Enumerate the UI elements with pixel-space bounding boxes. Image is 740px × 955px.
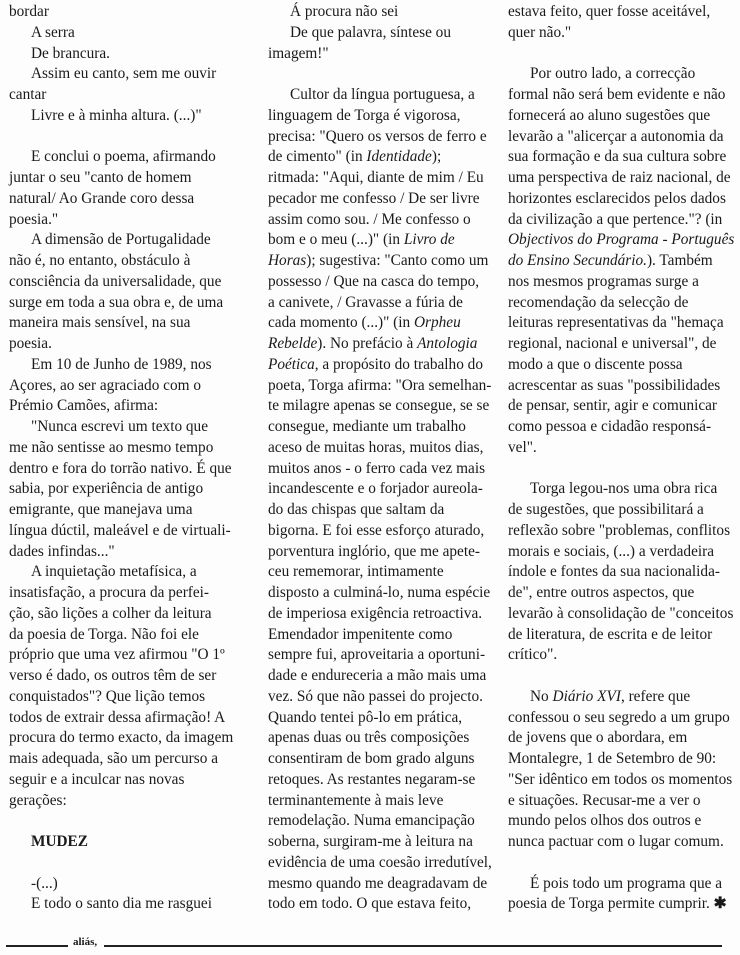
text-line: Montalegre, 1 de Setembro de 90:	[508, 750, 717, 767]
text-line: acrescentar as suas "possibilidades	[508, 376, 721, 394]
blank-line	[9, 127, 244, 148]
text-segment: bom e o meu (...)" (in	[268, 231, 404, 249]
text-line: estava feito, quer fosse aceitável,	[508, 3, 711, 20]
text-line: da poesia de Torga. Não foi ele	[9, 625, 199, 643]
text-line: todo em todo. O que estava feito,	[268, 895, 472, 913]
text-line: levarão a "alicerçar a autonomia da	[508, 127, 724, 145]
text-line: terminantemente à mais leve	[268, 791, 444, 809]
text-line: natural/ Ao Grande coro dessa	[9, 189, 195, 207]
text-line: retoques. As restantes negaram-se	[268, 770, 476, 788]
text-line: juntar o seu "canto de homem	[9, 169, 192, 186]
text-line: imagem!"	[268, 44, 329, 62]
text-line	[508, 230, 738, 251]
text-line: de sugestões, que possibilitará a	[508, 501, 704, 518]
text-line: de", entre outros aspectos, que	[508, 584, 695, 601]
text-segment: ). Também	[646, 252, 713, 269]
italic-title: do Ensino Secundário.	[508, 252, 647, 269]
text-line: -(...)	[31, 874, 58, 892]
text-line: quer não."	[508, 23, 572, 41]
text-line: de jovens que o abordara, em	[508, 729, 688, 747]
text-line: pecador me confesso / De ser livre	[268, 189, 480, 207]
text-line: consegue, mediante um trabalho	[268, 418, 466, 435]
text-line: evidência de uma coesão irredutível,	[268, 853, 492, 871]
text-line: vel".	[508, 438, 537, 456]
text-line	[268, 230, 500, 251]
text-line	[508, 251, 738, 272]
text-column-1	[9, 2, 244, 915]
text-segment: No	[530, 687, 553, 705]
text-line: modo a que o discente possa	[508, 355, 683, 373]
text-line: procura do termo exacto, da imagem	[9, 729, 234, 747]
text-line: de literatura, de escrita e de leitor	[508, 625, 713, 643]
text-line: regional, nacional e universal", de	[508, 335, 717, 352]
text-line: Livre e à minha altura. (...)"	[31, 106, 202, 124]
blank-line	[508, 44, 738, 65]
text-line: disposto a culminá-lo, numa espécie	[268, 584, 491, 601]
text-line: mundo pelos olhos dos outros e	[508, 812, 702, 830]
text-line: ceu rememorar, intimamente	[268, 563, 444, 581]
text-line: seguir e a inculcar nas novas	[9, 770, 185, 788]
text-line: poesia."	[9, 210, 59, 228]
blank-line	[9, 811, 244, 832]
text-line: como pessoa e cidadão responsá-	[508, 418, 712, 435]
text-line: próprio que uma vez afirmou "O 1º	[9, 646, 225, 664]
text-line: De que palavra, síntese ou	[290, 23, 451, 41]
text-line: "Nunca escrevi um texto que	[31, 418, 208, 435]
text-line: assim como sou. / Me confesso o	[268, 210, 471, 228]
text-segment: poesia de Torga permite cumprir.	[508, 895, 714, 913]
text-line	[268, 355, 500, 376]
text-column-2	[268, 2, 500, 915]
text-line: "Ser idêntico em todos os momentos	[508, 770, 733, 788]
text-line: sua formação e da sua cultura sobre	[508, 148, 727, 166]
text-line: crítico".	[508, 646, 558, 664]
text-line: Á procura não sei	[290, 3, 399, 20]
text-line: porventura inglório, que me apete-	[268, 542, 480, 560]
text-column-3	[508, 2, 738, 915]
footer-rule-right	[104, 945, 722, 947]
text-line: A dimensão de Portugalidade	[31, 231, 211, 249]
italic-title: Horas	[268, 252, 307, 269]
text-line: Em 10 de Junho de 1989, nos	[31, 355, 212, 373]
text-line: remodelação. Numa emancipação	[268, 812, 475, 830]
text-line: horizontes esclarecidos pelos dados	[508, 189, 726, 207]
text-line: sabia, por experiência de antigo	[9, 480, 204, 498]
text-line: É pois todo um programa que a	[530, 874, 723, 892]
text-line: precisa: "Quero os versos de ferro e	[268, 127, 487, 145]
text-line: gerações:	[9, 791, 67, 809]
text-line: apenas duas ou três composições	[268, 729, 470, 747]
text-line: nos mesmos programas surge a	[508, 272, 699, 290]
text-line: Cultor da língua portuguesa, a	[290, 86, 475, 103]
text-line: cantar	[9, 86, 47, 103]
text-line: emigrante, que manejava uma	[9, 501, 193, 518]
text-line: consciência da universalidade, que	[9, 272, 222, 290]
text-line	[268, 313, 500, 334]
text-segment: ); sugestiva: "Canto como um	[306, 252, 489, 269]
text-line: Prémio Camões, afirma:	[9, 397, 159, 415]
text-segment: );	[431, 148, 442, 166]
text-line	[9, 832, 244, 853]
text-line	[268, 251, 500, 272]
text-line: me não sentisse ao mesmo tempo	[9, 438, 214, 456]
text-line: recomendação da selecção de	[508, 293, 689, 311]
page-footer	[0, 936, 740, 952]
text-line	[508, 687, 738, 708]
text-line: leituras representativas da "hemaça	[508, 314, 724, 332]
text-line: dades infindas..."	[9, 542, 115, 560]
text-line: Assim eu canto, sem me ouvir	[31, 65, 217, 83]
text-line: uma perspectiva de raiz nacional, de	[508, 169, 731, 186]
italic-title: Objectivos do Programa - Português	[508, 231, 735, 249]
text-line	[508, 894, 738, 915]
text-line: fornecerá ao aluno sugestões que	[508, 106, 711, 124]
text-line: soberna, surgiram-me à leitura na	[268, 833, 473, 850]
text-line: muitos anos - o ferro cada vez mais	[268, 459, 486, 477]
text-line: linguagem de Torga é vigorosa,	[268, 106, 461, 124]
text-line: dentro e fora do torrão nativo. É que	[9, 459, 232, 477]
text-line: formal não será bem evidente e não	[508, 86, 726, 103]
text-line: não é, no entanto, obstáculo à	[9, 252, 191, 269]
text-line: morais e sociais, (...) a verdadeira	[508, 542, 714, 560]
text-segment: cada momento (...)" (in	[268, 314, 414, 332]
text-line: bigorna. E foi esse esforço aturado,	[268, 521, 485, 539]
text-segment: , refere que	[620, 687, 691, 705]
text-line	[268, 334, 500, 355]
text-line: índole e fontes da sua nacionalida-	[508, 563, 720, 581]
text-line: todos de extrair dessa afirmação! A	[9, 708, 226, 726]
text-line: Torga legou-nos uma obra rica	[530, 480, 718, 498]
text-line: levarão à consolidação de "conceitos	[508, 604, 734, 622]
text-line: reflexão sobre "problemas, conflitos	[508, 521, 731, 539]
blank-line	[508, 459, 738, 480]
text-line: Quando tentei pô-lo em prática,	[268, 708, 463, 726]
text-line: possesso / Que na casca do tempo,	[268, 272, 480, 290]
text-line: verso é dado, os outros têm de ser	[9, 667, 217, 684]
text-line: E todo o santo dia me rasguei	[31, 895, 212, 913]
blank-line	[9, 853, 244, 874]
text-line: te milagre apenas se consegue, se se	[268, 397, 490, 415]
blank-line	[268, 64, 500, 85]
text-line: conquistados"? Que lição temos	[9, 687, 206, 705]
text-line: do das chispas que saltam da	[268, 501, 445, 518]
text-line: de imperiosa exigência retroactiva.	[268, 604, 483, 622]
text-line: e situações. Recusar-me a ver o	[508, 791, 701, 809]
text-line: mais adequada, são um percurso a	[9, 750, 218, 767]
text-line: a canivete, / Gravasse a fúria de	[268, 293, 463, 311]
text-line	[268, 147, 500, 168]
text-line: sempre fui, aproveitaria a oportuni-	[268, 646, 486, 664]
text-line: Açores, ao ser agraciado com o	[9, 376, 201, 394]
text-line: Por outro lado, a correcção	[530, 65, 696, 83]
text-line: poeta, Torga afirma: "Ora semelhan-	[268, 376, 492, 394]
text-line: surge em toda a sua obra e, de uma	[9, 293, 224, 311]
text-line: De brancura.	[31, 44, 110, 62]
text-line: A serra	[31, 23, 75, 41]
text-line: vez. Só que não passei do projecto.	[268, 687, 483, 705]
text-line: nunca pactuar com o lugar comum.	[508, 833, 724, 850]
footer-text: aliás,	[73, 936, 98, 948]
bold-text: MUDEZ	[31, 833, 88, 850]
footer-rule-left	[6, 945, 68, 947]
italic-title: Poética	[268, 355, 315, 373]
text-line: incandescente e o forjador aureola-	[268, 480, 483, 498]
text-line: bordar	[9, 3, 49, 20]
text-line: língua dúctil, maleável e de virtuali-	[9, 521, 231, 539]
text-line: poesia.	[9, 335, 52, 352]
text-line: mesmo quando me deagradavam de	[268, 874, 488, 892]
italic-title: Diário XVI	[552, 687, 621, 705]
text-segment: de cimento" (in	[268, 148, 367, 166]
text-line: insatisfação, a procura da perfei-	[9, 584, 210, 601]
italic-title: Identidade	[366, 148, 432, 166]
blank-line	[508, 666, 738, 687]
bold-text: ✱	[713, 895, 727, 913]
text-line: da civilização a que pertence."? (in	[508, 210, 723, 228]
text-line: confessou o seu segredo a um grupo	[508, 708, 730, 726]
italic-title: Orpheu	[414, 314, 461, 332]
text-line: Emendador impenitente como	[268, 625, 453, 643]
text-segment: ). No prefácio à	[317, 335, 418, 352]
text-line: E conclui o poema, afirmando	[31, 148, 216, 166]
text-line: ção, são lições a colher da leitura	[9, 604, 212, 622]
text-line: dade e endureceria a mão mais uma	[268, 667, 487, 684]
text-line: aceso de muitas horas, muitos dias,	[268, 438, 484, 456]
italic-title: Rebelde	[268, 335, 318, 352]
text-line: consentiram de bom grado alguns	[268, 750, 475, 767]
text-line: ritmada: "Aqui, diante de mim / Eu	[268, 169, 484, 186]
text-line: maneira mais sensível, na sua	[9, 314, 191, 332]
text-line: de pensar, sentir, agir e comunicar	[508, 397, 718, 415]
italic-title: Antologia	[417, 335, 478, 352]
italic-title: Livro de	[403, 231, 455, 249]
text-line: A inquietação metafísica, a	[31, 563, 197, 581]
blank-line	[508, 853, 738, 874]
text-segment: , a propósito do trabalho do	[314, 355, 483, 373]
